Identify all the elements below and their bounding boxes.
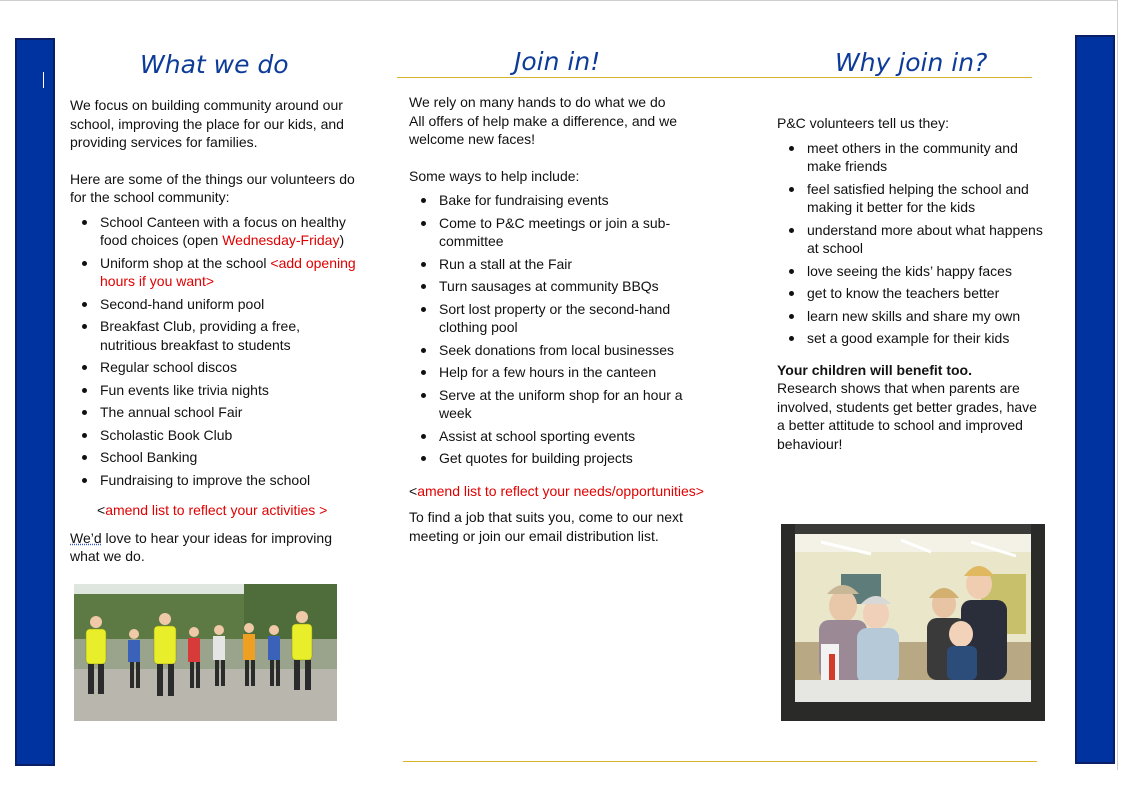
list-item: set a good example for their kids (807, 329, 1047, 348)
page-edge-right (1117, 0, 1118, 770)
benefit-text: Research shows that when parents are involved, students get better grades, have a better attitude to school and improved behaviour! (777, 380, 1037, 452)
activities-list (70, 213, 360, 490)
canteen-volunteers-photo (781, 524, 1045, 721)
list-item: School Canteen with a focus on healthy food choices (open Wednesday-Friday) (100, 213, 360, 250)
list-item: understand more about what happens at school (807, 221, 1047, 258)
list-item: love seeing the kids’ happy faces (807, 262, 1047, 281)
join-in-closing: To find a job that suits you, come to our next meeting or join our email distribution list. (409, 509, 683, 544)
list-item: get to know the teachers better (807, 284, 1047, 303)
list-item: Serve at the uniform shop for an hour a week (439, 386, 709, 423)
benefit-heading: Your children will benefit too. (777, 361, 972, 378)
list-item: meet others in the community and make friends (807, 139, 1047, 176)
join-in-intro-line2: All offers of help make a difference, and we welcome new faces! (409, 112, 677, 147)
header-rule (397, 77, 1032, 78)
list-item: Regular school discos (100, 358, 360, 377)
spellcheck-word[interactable]: We’d (70, 529, 102, 546)
list-item: Sort lost property or the second-hand clothing pool (439, 300, 709, 337)
join-in-lead: Some ways to help include: (409, 167, 580, 184)
join-in-intro-line1: We rely on many hands to do what we do (409, 94, 666, 110)
ways-to-help-list (409, 191, 709, 468)
what-we-do-column (70, 96, 360, 566)
list-item: Scholastic Book Club (100, 426, 360, 445)
join-in-column (409, 93, 709, 545)
list-item: Turn sausages at community BBQs (439, 277, 709, 296)
list-item: School Banking (100, 448, 360, 467)
list-item: Uniform shop at the school <add opening hours if you want> (100, 254, 360, 291)
why-join-in-lead: P&C volunteers tell us they: (777, 115, 949, 131)
text-cursor (43, 72, 44, 88)
what-we-do-lead: Here are some of the things our volunteers do for the school community: (70, 170, 355, 205)
page-edge-top (0, 0, 1118, 1)
list-item: learn new skills and share my own (807, 307, 1047, 326)
list-item: Second-hand uniform pool (100, 295, 360, 314)
list-item: Come to P&C meetings or join a sub-committee (439, 214, 709, 251)
right-blue-bar (1075, 35, 1115, 764)
list-item: Assist at school sporting events (439, 427, 709, 446)
what-we-do-heading: What we do (140, 50, 289, 79)
why-join-in-column (777, 114, 1047, 453)
ideas-text: We’d love to hear your ideas for improving what we do. (70, 529, 332, 564)
list-item: Fun events like trivia nights (100, 381, 360, 400)
list-item: Run a stall at the Fair (439, 255, 709, 274)
what-we-do-intro: We focus on building community around our school, improving the place for our kids, and providing services for families. (70, 97, 344, 150)
list-item: Seek donations from local businesses (439, 341, 709, 360)
list-item: The annual school Fair (100, 403, 360, 422)
left-blue-bar (15, 38, 55, 766)
walking-group-photo (74, 584, 337, 721)
amend-needs-note: <amend list to reflect your needs/opportunities> (409, 482, 704, 499)
list-item: feel satisfied helping the school and making it better for the kids (807, 180, 1047, 217)
list-item: Bake for fundraising events (439, 191, 709, 210)
volunteer-benefits-list (777, 139, 1047, 348)
join-in-heading: Join in! (514, 47, 601, 76)
why-join-in-heading: Why join in? (835, 48, 988, 77)
footer-rule (403, 761, 1037, 762)
list-item: Help for a few hours in the canteen (439, 363, 709, 382)
list-item: Breakfast Club, providing a free, nutritious breakfast to students (100, 317, 360, 354)
list-item: Fundraising to improve the school (100, 471, 360, 490)
amend-activities-note: <amend list to reflect your activities > (97, 502, 328, 518)
list-item: Get quotes for building projects (439, 449, 709, 468)
